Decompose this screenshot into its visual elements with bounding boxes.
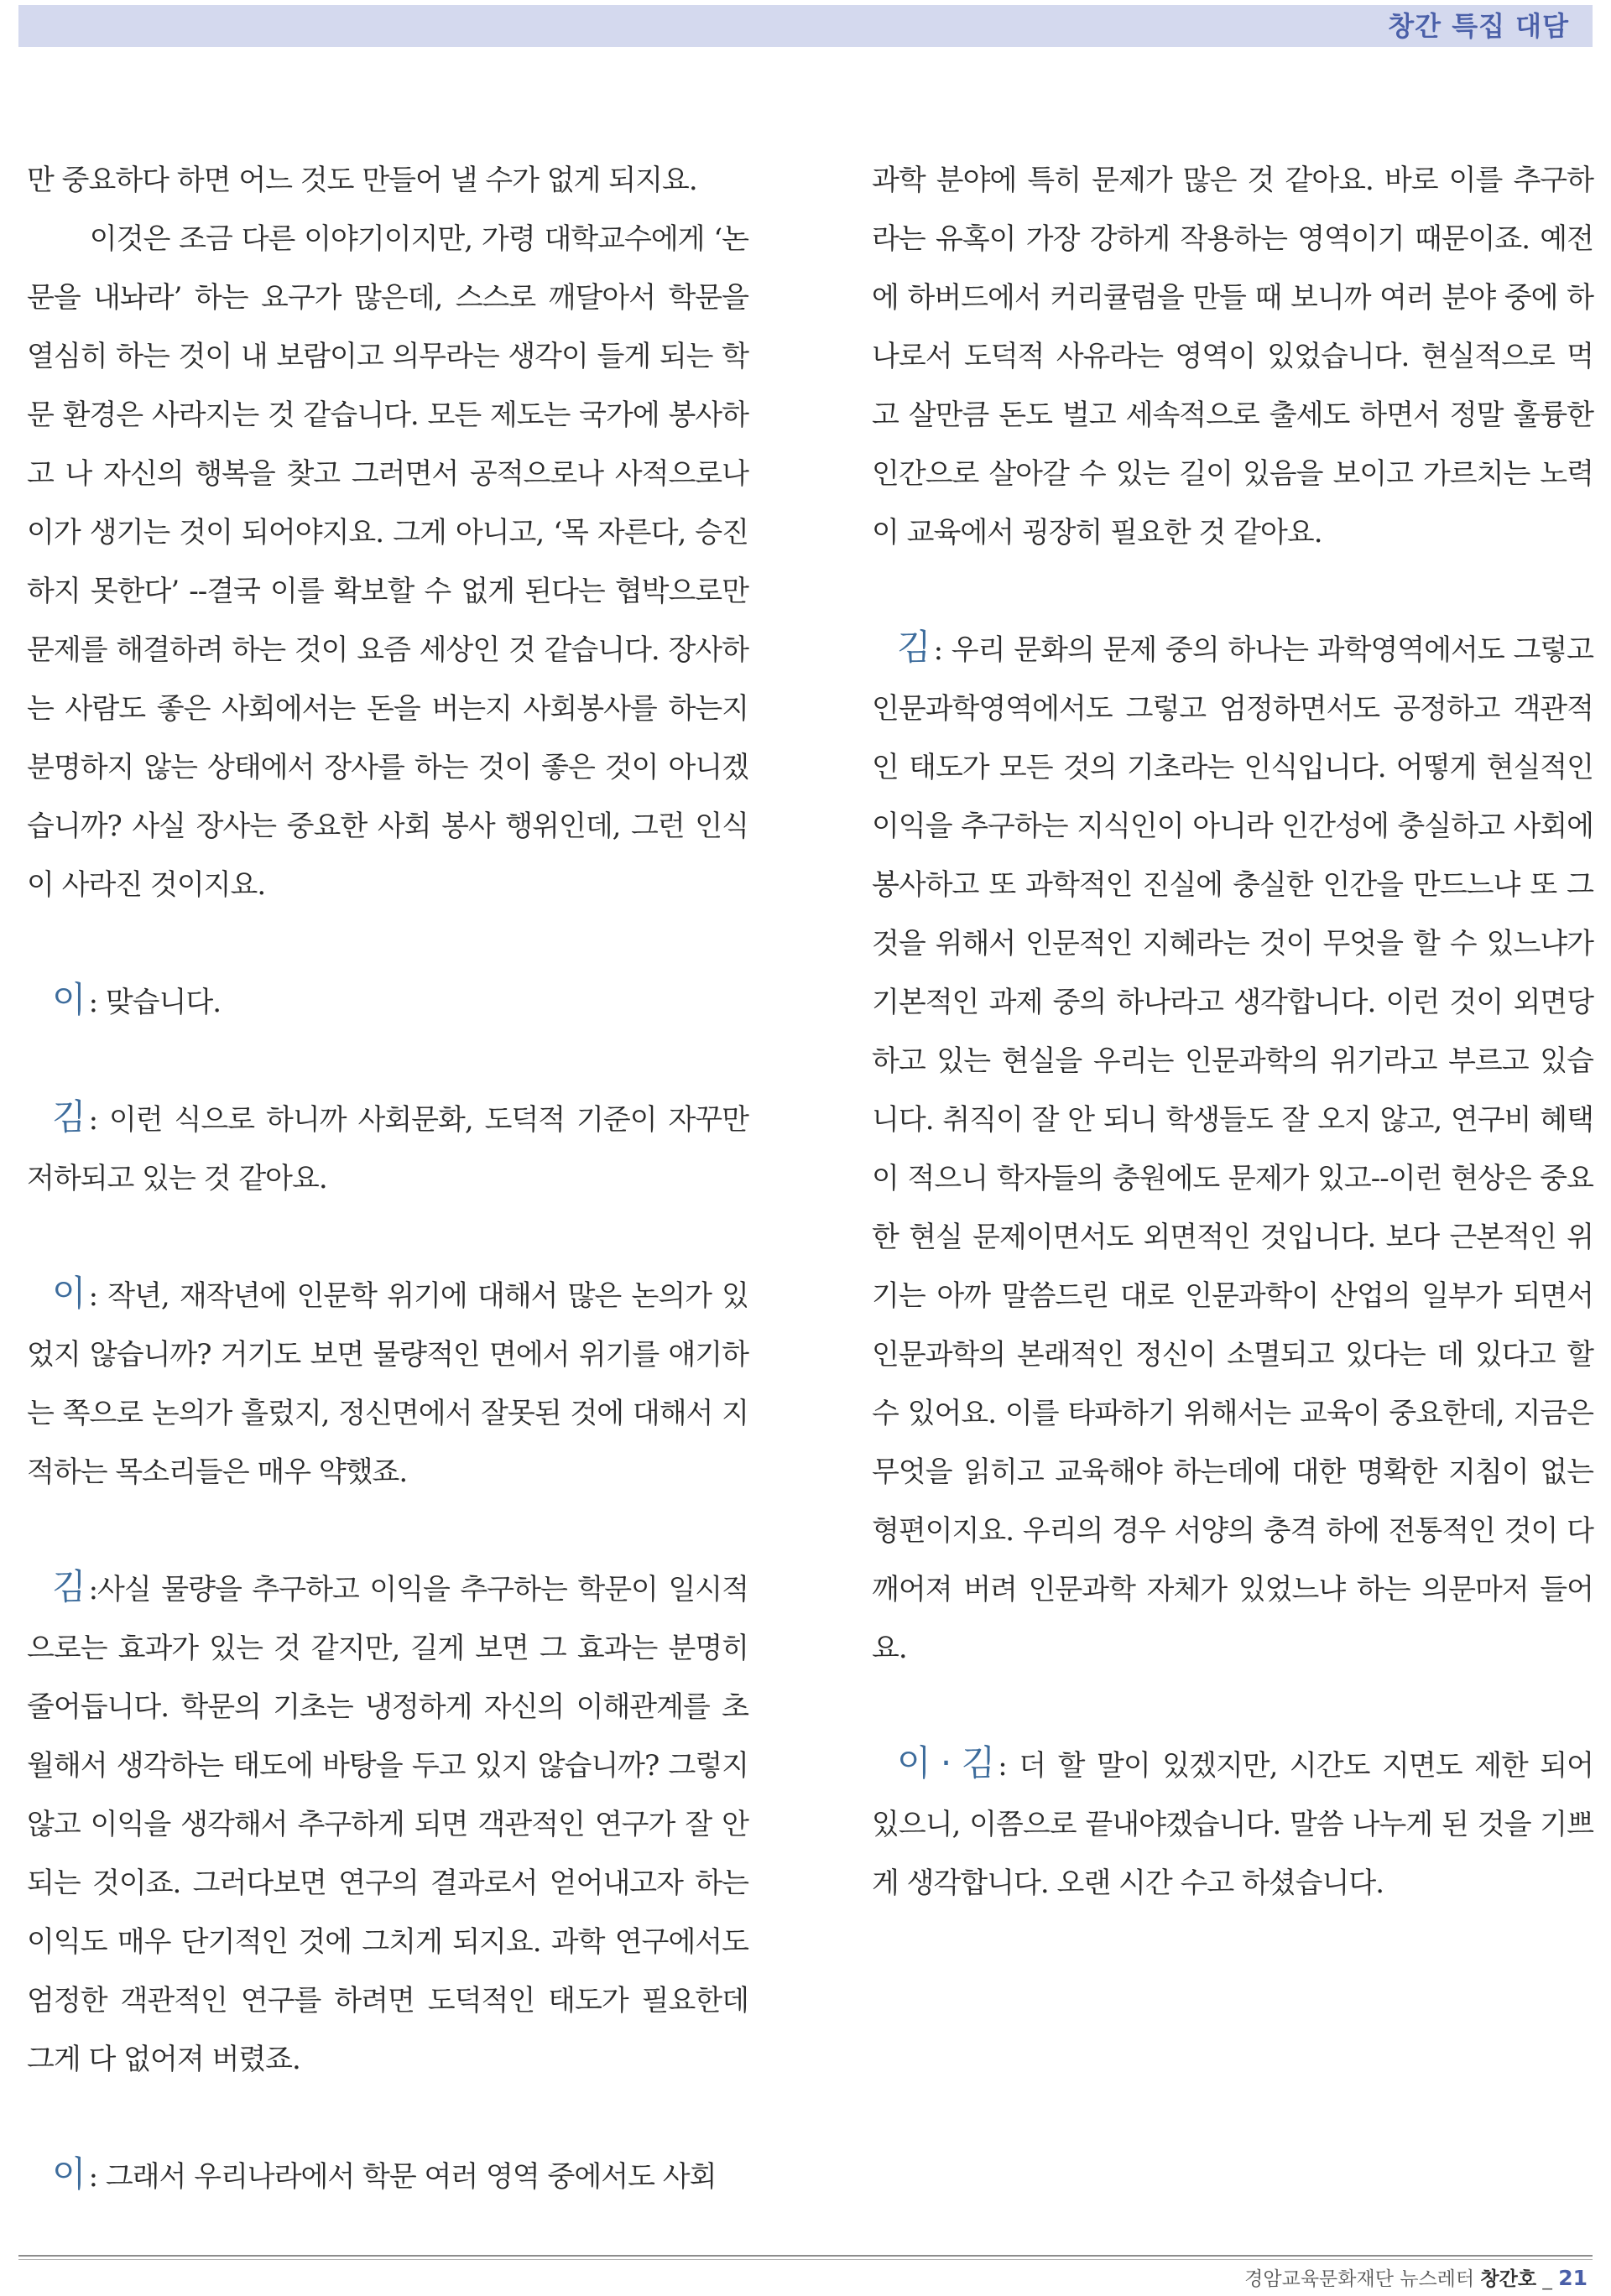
speaker-label: 김 bbox=[52, 1096, 86, 1138]
section-title: 창간 특집 대담 bbox=[1388, 10, 1569, 42]
paragraph bbox=[27, 210, 748, 914]
paragraph-text: : 우리 문화의 문제 중의 하나는 과학영역에서도 그렇고 인문과학영역에서도 그렇고 엄정하면서도 공정하고 객관적인 태도가 모든 것의 기초라는 인식입니다. 어떻게 현실적인 이익을 추구하는 지식인이 아니라 인간성에 충실하고 사회에 봉사하고 또 과학적인 진실에 충실한 인간을 만드느냐 또 그것을 위해서 인문적인 지혜라는 것이 무엇을 할 수 있느냐가 기본적인 과제 중의 하나라고 생각합니다. 이런 것이 외면당하고 있는 현실을 우리는 인문과학의 위기라고 부르고 있습니다. 취직이 잘 안 되니 학생들도 잘 오지 않고, 연구비 혜택이 적으니 학자들의 충원에도 문제가 있고--이런 현상은 중요한 현실 문제이면서도 외면적인 것입니다. 보다 근본적인 위기는 아까 말씀드린 대로 인문과학이 산업의 일부가 되면서 인문과학의 본래적인 정신이 소멸되고 있다는 데 있다고 할 수 있어요. 이를 타파하기 위해서는 교육이 중요한데, 지금은 무엇을 읽히고 교육해야 하는데에 대한 명확한 지침이 없는 형편이지요. 우리의 경우 서양의 충격 하에 전통적인 것이 다 깨어져 버려 인문과학 자체가 있었느냐 하는 의문마저 들어요. bbox=[872, 633, 1593, 1665]
dialogue-paragraph bbox=[872, 1736, 1593, 1913]
paragraph-text: 이것은 조금 다른 이야기이지만, 가령 대학교수에게 ‘논문을 내놔라’ 하는 요구가 많은데, 스스로 깨달아서 학문을 열심히 하는 것이 내 보람이고 의무라는 생각이 들게 되는 학문 환경은 사라지는 것 같습니다. 모든 제도는 국가에 봉사하고 나 자신의 행복을 찾고 그러면서 공적으로나 사적으로나 이가 생기는 것이 되어야지요. 그게 아니고, ‘목 자른다, 승진하지 못한다’ --결국 이를 확보할 수 없게 된다는 협박으로만 문제를 해결하려 하는 것이 요즘 세상인 것 같습니다. 장사하는 사람도 좋은 사회에서는 돈을 버는지 사회봉사를 하는지 분명하지 않는 상태에서 장사를 하는 것이 좋은 것이 아니겠습니까? 사실 장사는 중요한 사회 봉사 행위인데, 그런 인식이 사라진 것이지요. bbox=[27, 222, 748, 902]
speaker-label: 이 bbox=[52, 1273, 86, 1314]
paragraph-text: : 더 할 말이 있겠지만, 시간도 지면도 제한 되어 있으니, 이쯤으로 끝내야겠습니다. 말씀 나누게 된 것을 기쁘게 생각합니다. 오랜 시간 수고 하셨습니다. bbox=[872, 1749, 1593, 1900]
dialogue-paragraph bbox=[27, 1091, 748, 1208]
speaker-label: 이 · 김 bbox=[897, 1742, 995, 1783]
footer-rule-thin bbox=[18, 2259, 1593, 2260]
paragraph-text: : 작년, 재작년에 인문학 위기에 대해서 많은 논의가 있었지 않습니까? 거기도 보면 물량적인 면에서 위기를 얘기하는 쪽으로 논의가 흘렀지, 정신면에서 잘못된 것에 대해서 지적하는 목소리들은 매우 약했죠. bbox=[27, 1279, 748, 1489]
speaker-label: 김 bbox=[52, 1566, 86, 1607]
dialogue-paragraph bbox=[27, 973, 748, 1032]
footer bbox=[1244, 2265, 1588, 2292]
footer-separator: _ bbox=[1542, 2268, 1552, 2290]
speaker-label: 이 bbox=[52, 979, 86, 1020]
dialogue-paragraph bbox=[27, 2148, 748, 2206]
page-number: 21 bbox=[1558, 2266, 1588, 2290]
footer-rule bbox=[18, 2255, 1593, 2257]
footer-publisher: 경암교육문화재단 뉴스레터 bbox=[1244, 2268, 1475, 2290]
footer-edition: 창간호 bbox=[1480, 2268, 1537, 2290]
paragraph bbox=[27, 151, 748, 210]
paragraph-text: 만 중요하다 하면 어느 것도 만들어 낼 수가 없게 되지요. bbox=[27, 164, 697, 197]
dialogue-paragraph bbox=[872, 621, 1593, 1678]
dialogue-paragraph bbox=[27, 1267, 748, 1502]
left-column bbox=[27, 151, 748, 2206]
speaker-label: 이 bbox=[52, 2153, 86, 2194]
paragraph-text: : 이런 식으로 하니까 사회문화, 도덕적 기준이 자꾸만 저하되고 있는 것 같아요. bbox=[27, 1103, 748, 1195]
paragraph-text: : 그래서 우리나라에서 학문 여러 영역 중에서도 사회 bbox=[88, 2160, 717, 2194]
paragraph-text: :사실 물량을 추구하고 이익을 추구하는 학문이 일시적으로는 효과가 있는 것 같지만, 길게 보면 그 효과는 분명히 줄어듭니다. 학문의 기초는 냉정하게 자신의 이해관계를 초월해서 생각하는 태도에 바탕을 두고 있지 않습니까? 그렇지 않고 이익을 생각해서 추구하게 되면 객관적인 연구가 잘 안 되는 것이죠. 그러다보면 연구의 결과로서 얻어내고자 하는 이익도 매우 단기적인 것에 그치게 되지요. 과학 연구에서도 엄정한 객관적인 연구를 하려면 도덕적인 태도가 필요한데 그게 다 없어져 버렸죠. bbox=[27, 1573, 748, 2076]
dialogue-paragraph bbox=[27, 1560, 748, 2089]
paragraph bbox=[872, 151, 1593, 562]
paragraph-text: 과학 분야에 특히 문제가 많은 것 같아요. 바로 이를 추구하라는 유혹이 가장 강하게 작용하는 영역이기 때문이죠. 예전에 하버드에서 커리큘럼을 만들 때 보니까 여러 분야 중에 하나로서 도덕적 사유라는 영역이 있었습니다. 현실적으로 먹고 살만큼 돈도 벌고 세속적으로 출세도 하면서 정말 훌륭한 인간으로 살아갈 수 있는 길이 있음을 보이고 가르치는 노력이 교육에서 굉장히 필요한 것 같아요. bbox=[872, 164, 1593, 549]
speaker-label: 김 bbox=[897, 627, 931, 668]
header-band bbox=[18, 5, 1593, 47]
right-column bbox=[872, 151, 1593, 1913]
paragraph-text: : 맞습니다. bbox=[88, 986, 222, 1019]
